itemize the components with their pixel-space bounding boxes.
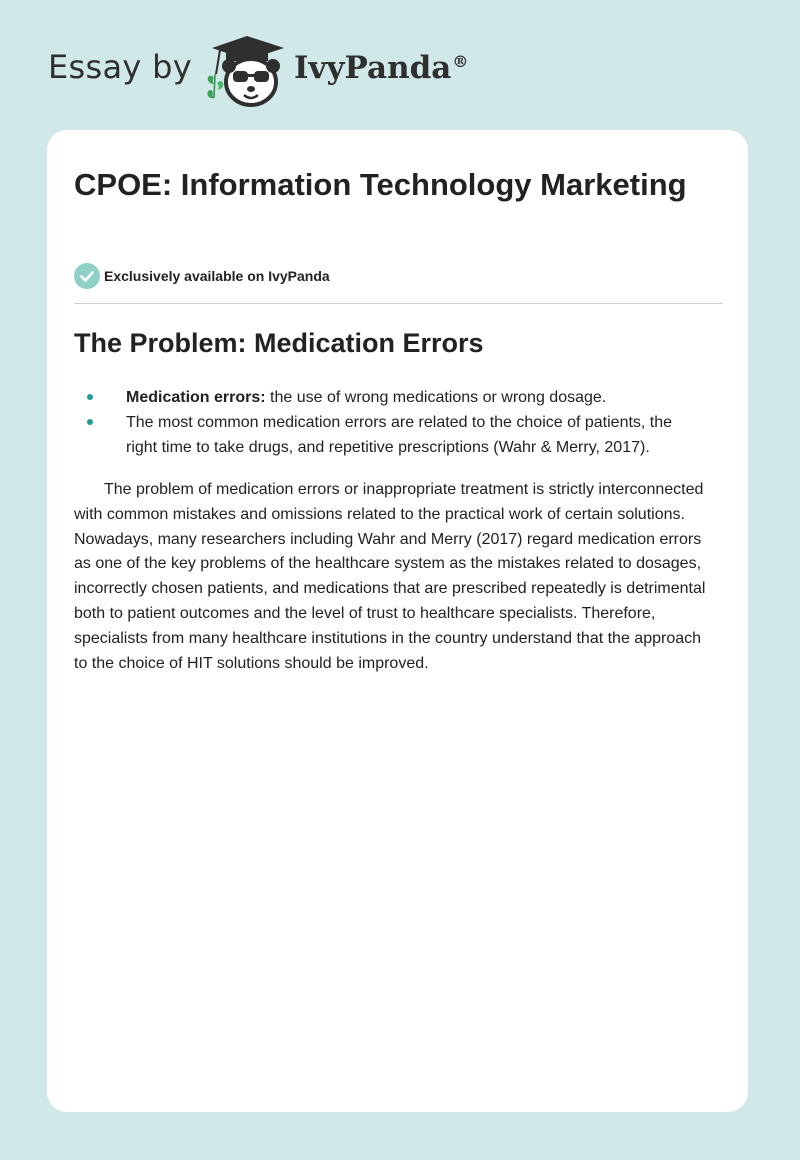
bullet-text: the use of wrong medications or wrong dosage. — [265, 389, 607, 406]
bullet-text: The most common medication errors are related to the choice of patients, the right time to take drugs, and repetitive prescriptions (Wahr & Merry, 2017). — [126, 414, 673, 456]
list-item — [74, 385, 704, 410]
body-paragraph: The problem of medication errors or inappropriate treatment is strictly interconnected with common mistakes and omissions related to the practical work of certain solutions. Nowadays, many researchers including Wahr and Merry (2017) regard medication errors as one of the key problems of the healthcare system as the mistakes related to dosages, incorrectly chosen patients, and medications that are prescribed repeatedly is detrimental both to patient outcomes and the level of trust to healthcare specialists. Therefore, specialists from many healthcare institutions in the country understand that the approach to the choice of HIT solutions should be improved. — [74, 481, 706, 672]
essay-card — [47, 130, 748, 1112]
registered-mark: ® — [452, 52, 469, 71]
brand-header — [48, 34, 468, 110]
brand-name — [294, 50, 468, 86]
check-circle-icon — [74, 263, 100, 289]
page-title: CPOE: Information Technology Marketing — [74, 167, 687, 202]
essay-by-label: Essay by — [48, 48, 192, 86]
panda-logo-icon — [202, 34, 292, 110]
bullet-dot — [87, 419, 93, 425]
list-item — [74, 410, 704, 460]
exclusive-badge — [74, 263, 330, 289]
bullet-term: Medication errors: — [126, 389, 266, 406]
bullet-dot — [87, 394, 93, 400]
badge-text: Exclusively available on IvyPanda — [104, 268, 330, 284]
bullet-list — [74, 385, 704, 460]
brand-name-text: IvyPanda — [294, 50, 452, 86]
divider — [74, 303, 723, 304]
section-heading: The Problem: Medication Errors — [74, 328, 484, 358]
